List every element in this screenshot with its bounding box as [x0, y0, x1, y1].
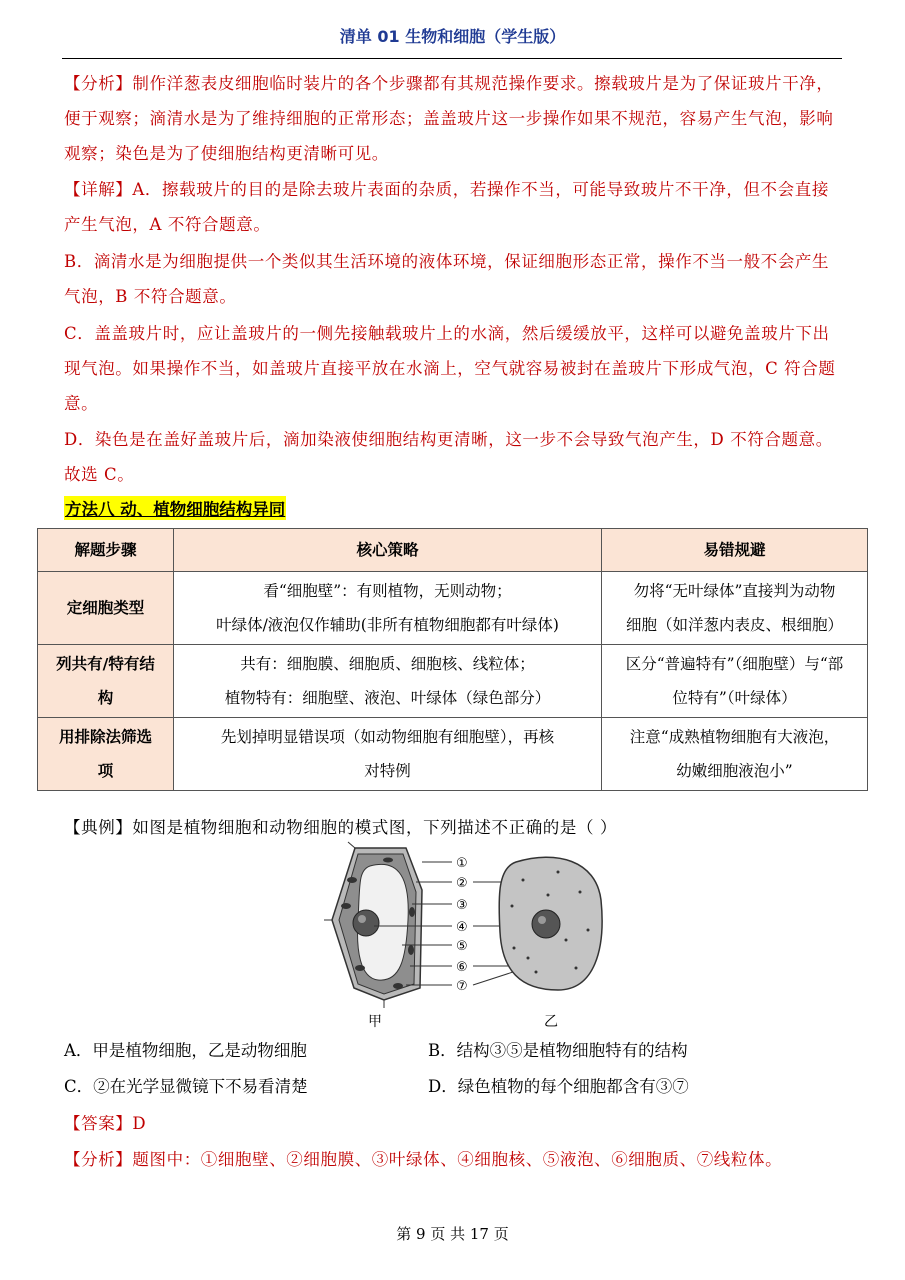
row2-step-line1: 列共有/特有结 [56, 655, 155, 673]
analysis-text: 制作洋葱表皮细胞临时装片的各个步骤都有其规范操作要求。擦载玻片是为了保证玻片干净，便于观察；滴清水是为了维持细胞的正常形态；盖盖玻片这一步操作如果不规范，容易产生气泡，影响观察；染色是为了使细胞结构更清晰可见。 [64, 74, 834, 163]
option-d: D．绿色植物的每个细胞都含有③⑦ [428, 1077, 689, 1096]
option-b: B．结构③⑤是植物细胞特有的结构 [428, 1041, 688, 1060]
table-header-row [38, 529, 868, 572]
row2-strategy-line1: 共有：细胞膜、细胞质、细胞核、线粒体； [240, 655, 535, 673]
analysis-tag: 【分析】 [64, 74, 133, 93]
method-heading: 方法八 动、植物细胞结构异同 [64, 496, 286, 520]
row1-strategy-line2: 叶绿体/液泡仅作辅助(非所有植物细胞都有叶绿体) [216, 616, 559, 634]
table-row [38, 572, 868, 645]
wall-spike [348, 842, 355, 848]
row3-avoid-line1: 注意“成熟植物细胞有大液泡， [629, 728, 840, 746]
table-header-strategy: 核心策略 [174, 529, 602, 572]
plant-nucleus [353, 910, 379, 936]
option-c: C．②在光学显微镜下不易看清楚 [64, 1077, 308, 1096]
analysis2-paragraph [64, 1142, 844, 1177]
page-header-title: 清单 01 生物和细胞（学生版） [339, 27, 566, 46]
label-5: ⑤ [456, 939, 468, 954]
row3-avoid-line2: 幼嫩细胞液泡小” [676, 762, 793, 780]
row2-avoid [602, 645, 868, 718]
row2-strategy [174, 645, 602, 718]
answer-text: D [132, 1114, 147, 1133]
label-2: ② [456, 876, 468, 891]
table-header-step: 解题步骤 [38, 529, 174, 572]
row1-strategy-line1: 看“细胞壁”：有则植物，无则动物； [263, 582, 512, 600]
chloroplast [355, 965, 365, 971]
chloroplast [347, 877, 357, 883]
row3-avoid [602, 718, 868, 791]
chloroplast [408, 945, 414, 955]
chloroplast [341, 903, 351, 909]
row2-avoid-line1: 区分“普遍特有”（细胞壁）与“部 [625, 655, 844, 673]
row2-avoid-line2: 位特有”（叶绿体） [672, 689, 797, 707]
table-row [38, 645, 868, 718]
detail-c-paragraph: C．盖盖玻片时，应让盖玻片的一侧先接触载玻片上的水滴，然后缓缓放平，这样可以避免盖玻片下出现气泡。如果操作不当，如盖玻片直接平放在水滴上，空气就容易被封在盖玻片下形成气泡，C 符合题意。 [64, 324, 836, 413]
table-header-avoid: 易错规避 [602, 529, 868, 572]
detail-tag: 【详解】 [64, 180, 133, 199]
detail-b-paragraph: B．滴清水是为细胞提供一个类似其生活环境的液体环境，保证细胞形态正常，操作不当一般不会产生气泡，B 不符合题意。 [64, 252, 830, 306]
analysis2-text: 题图中：①细胞壁、②细胞膜、③叶绿体、④细胞核、⑤液泡、⑥细胞质、⑦线粒体。 [132, 1150, 783, 1169]
detail-a-text: A．擦载玻片的目的是除去玻片表面的杂质，若操作不当，可能导致玻片不干净，但不会直接产生气泡，A 不符合题意。 [64, 180, 829, 234]
plant-caption: 甲 [368, 1014, 382, 1030]
row1-avoid-line1: 勿将“无叶绿体”直接判为动物 [633, 582, 836, 600]
strategy-table [37, 528, 868, 791]
label-6: ⑥ [456, 960, 468, 975]
row1-strategy [174, 572, 602, 645]
animal-nucleus [532, 910, 560, 938]
label-7: ⑦ [456, 979, 468, 994]
row1-avoid [602, 572, 868, 645]
label-numbers [456, 856, 468, 994]
row3-strategy-line2: 对特例 [364, 762, 411, 780]
label-3: ③ [456, 898, 468, 913]
table-row [38, 718, 868, 791]
row3-step-line1: 用排除法筛选 [58, 728, 152, 746]
page-footer: 第 9 页 共 17 页 [396, 1225, 509, 1243]
answer-tag: 【答案】 [64, 1114, 133, 1133]
row2-step [38, 645, 174, 718]
row3-step [38, 718, 174, 791]
option-a: A．甲是植物细胞，乙是动物细胞 [64, 1041, 307, 1060]
chloroplast [393, 983, 403, 989]
row3-strategy [174, 718, 602, 791]
answer-paragraph [64, 1106, 844, 1141]
analysis-paragraph [64, 66, 844, 171]
row2-step-line2: 构 [97, 689, 114, 707]
row3-step-line2: 项 [97, 762, 114, 780]
label-1: ① [456, 856, 468, 871]
detail-d-paragraph: D．染色是在盖好盖玻片后，滴加染液使细胞结构更清晰，这一步不会导致气泡产生，D 不符合题意。故选 C。 [64, 430, 833, 484]
example-text: 如图是植物细胞和动物细胞的模式图，下列描述不正确的是（ ） [132, 818, 618, 837]
analysis2-tag: 【分析】 [64, 1150, 133, 1169]
detail-a-paragraph [64, 172, 844, 242]
row1-step: 定细胞类型 [38, 572, 174, 645]
animal-nucleolus [538, 916, 546, 924]
chloroplast [383, 858, 393, 863]
row3-strategy-line1: 先划掉明显错误项（如动物细胞有细胞壁），再核 [220, 728, 555, 746]
cell-diagram [318, 840, 618, 1030]
plant-nucleolus [358, 915, 366, 923]
example-tag: 【典例】 [64, 818, 133, 837]
label-4: ④ [456, 920, 468, 935]
chloroplast [409, 907, 415, 917]
row2-strategy-line2: 植物特有：细胞壁、液泡、叶绿体（绿色部分） [224, 689, 551, 707]
animal-caption: 乙 [544, 1014, 558, 1030]
header-rule [62, 58, 842, 59]
row1-avoid-line2: 细胞（如洋葱内表皮、根细胞） [625, 616, 843, 634]
